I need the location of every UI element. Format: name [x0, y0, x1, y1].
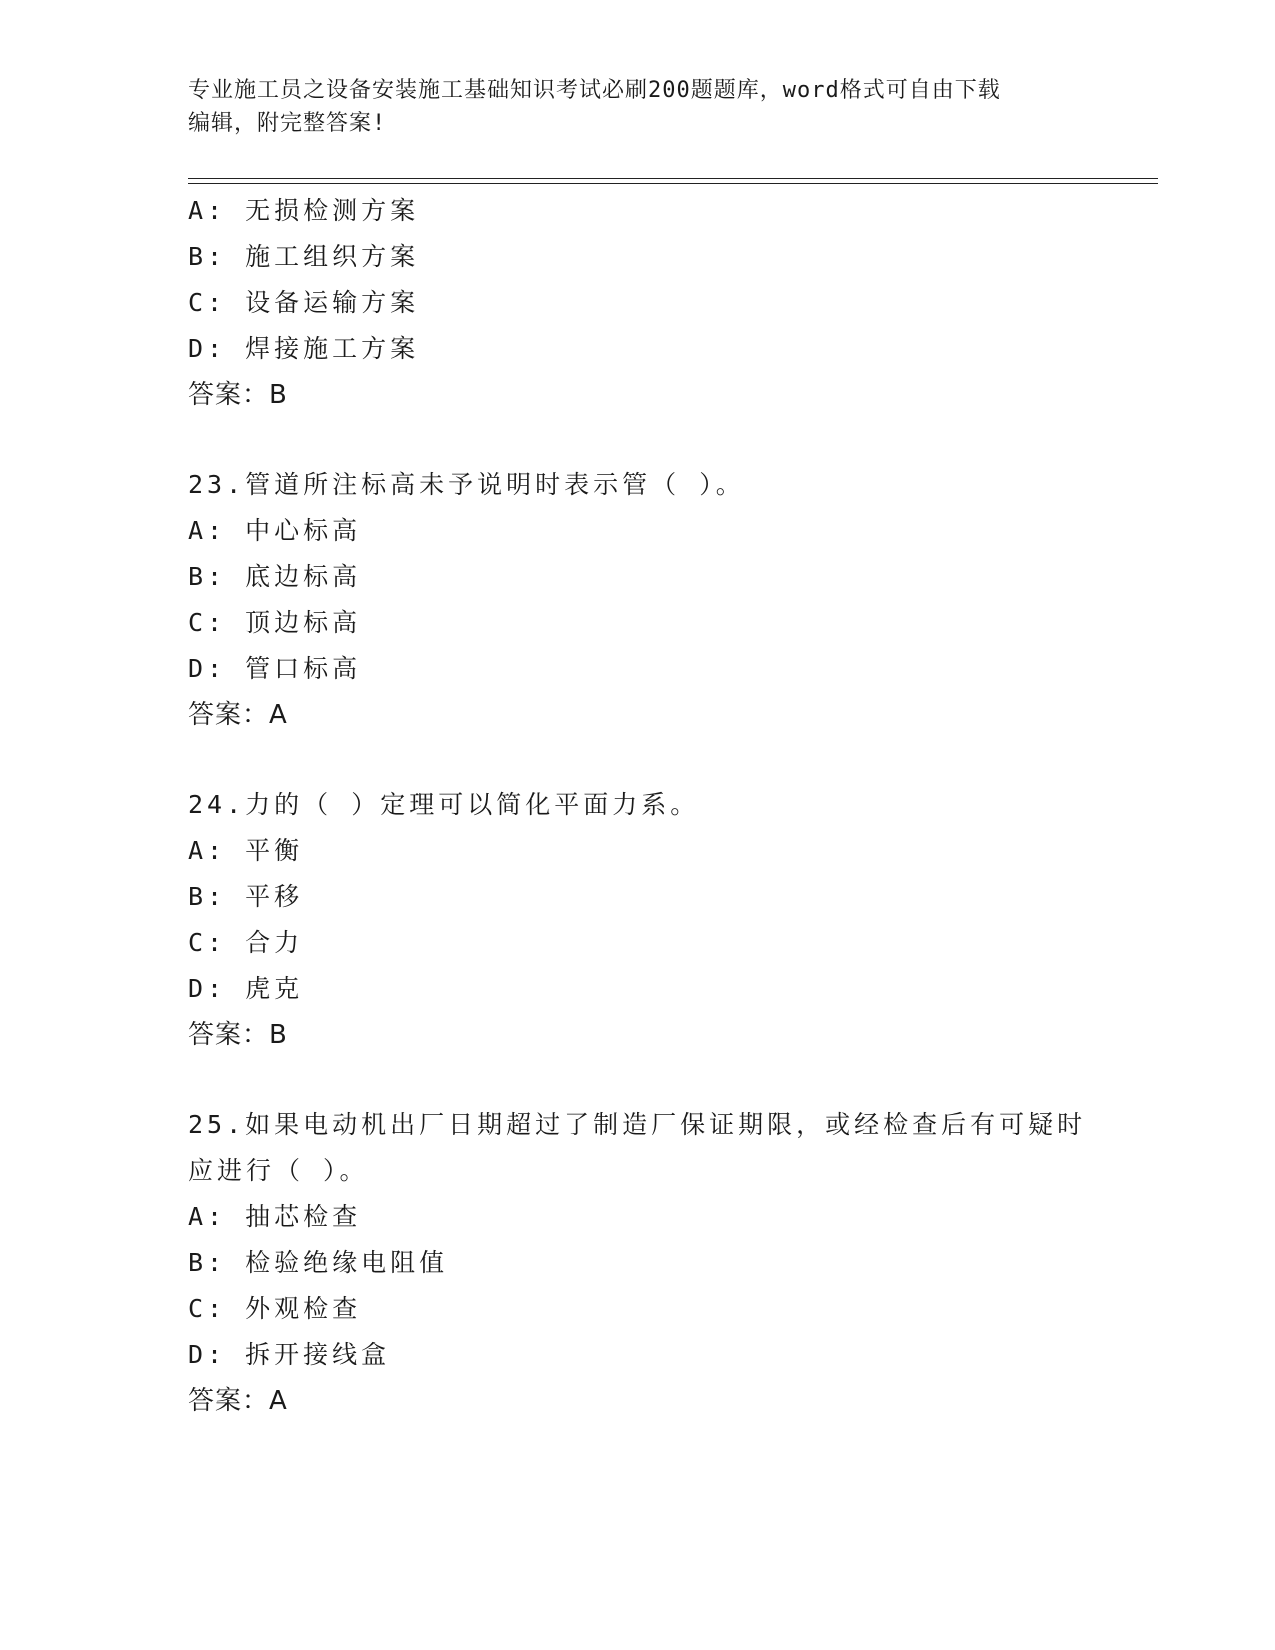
option-c: C: 外观检查 [188, 1294, 362, 1323]
header-line-1: 专业施工员之设备安装施工基础知识考试必刷200题题库，word格式可自由下载 [188, 78, 1001, 103]
answer: 答案：A [188, 700, 288, 730]
header-divider-bottom [188, 183, 1158, 184]
header-divider-top [188, 178, 1158, 179]
question-22 [188, 188, 1088, 418]
option-a: A: 抽芯检查 [188, 1202, 362, 1231]
option-c: C: 合力 [188, 928, 304, 957]
option-b: B: 平移 [188, 882, 304, 911]
question-23 [188, 462, 1088, 738]
option-d: D: 焊接施工方案 [188, 334, 420, 363]
question-24 [188, 782, 1088, 1058]
option-c: C: 顶边标高 [188, 608, 362, 637]
answer: 答案：B [188, 380, 288, 410]
option-a: A: 中心标高 [188, 516, 362, 545]
spacer [188, 738, 1088, 782]
option-d: D: 管口标高 [188, 654, 362, 683]
option-d: D: 拆开接线盒 [188, 1340, 391, 1369]
question-25 [188, 1102, 1088, 1424]
option-c: C: 设备运输方案 [188, 288, 420, 317]
spacer [188, 418, 1088, 462]
question-stem: 23.管道所注标高未予说明时表示管（ ）。 [188, 470, 745, 499]
answer: 答案：B [188, 1020, 288, 1050]
question-list [188, 188, 1088, 1424]
question-stem: 24.力的（ ）定理可以简化平面力系。 [188, 790, 700, 819]
option-a: A: 平衡 [188, 836, 304, 865]
question-stem-line-1: 25.如果电动机出厂日期超过了制造厂保证期限，或经检查后有可疑时 [188, 1110, 1087, 1139]
question-stem-line-2: 应进行（ ）。 [188, 1156, 369, 1185]
header-line-2: 编辑，附完整答案! [188, 111, 387, 136]
document-header [188, 74, 1088, 140]
option-b: B: 施工组织方案 [188, 242, 420, 271]
spacer [188, 1058, 1088, 1102]
answer: 答案：A [188, 1386, 288, 1416]
option-d: D: 虎克 [188, 974, 304, 1003]
option-a: A: 无损检测方案 [188, 196, 420, 225]
option-b: B: 检验绝缘电阻值 [188, 1248, 449, 1277]
option-b: B: 底边标高 [188, 562, 362, 591]
